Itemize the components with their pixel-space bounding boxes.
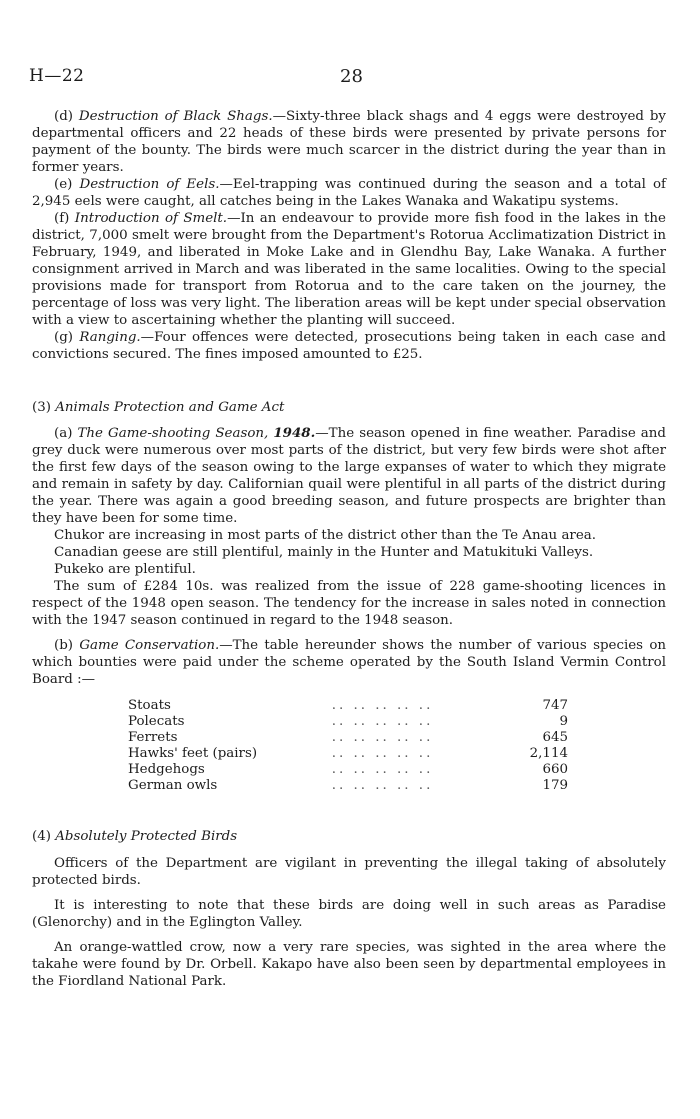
species-cell: Stoats <box>128 698 171 713</box>
item-label: (a) <box>54 426 73 441</box>
item-heading: Destruction of Black Shags. <box>78 109 273 124</box>
item-heading: The Game-shooting Season, <box>77 426 269 441</box>
dot-leader: .. .. .. .. .. <box>331 730 434 745</box>
paragraph-introduction-smelt <box>32 210 666 329</box>
paragraph-canadian-geese: Canadian geese are still plentiful, mainly in the Hunter and Matukituki Valleys. <box>54 545 594 560</box>
table-row <box>128 746 568 762</box>
item-label: (f) <box>54 211 70 226</box>
item-label: (b) <box>54 638 74 653</box>
section-heading-game-act <box>32 399 666 416</box>
table-row <box>128 714 568 730</box>
section-title: Absolutely Protected Birds <box>55 829 238 844</box>
species-cell: Hawks' feet (pairs) <box>128 746 258 761</box>
item-heading-year: 1948. <box>273 425 316 441</box>
dot-leader: .. .. .. .. .. <box>331 778 434 793</box>
item-text: —In an endeavour to provide more fish food in the lakes in the district, 7,000 smelt were brought from the Department's Rotorua Acclimatization District in February, 1949, and liberated in Moke Lake and in Glendhu Bay, Lake Wanaka. A further consignment arrived in March and was liberated in the same localities. Owing to the special provisions made for transport from Rotorua and to the care taken on the journey, the percentage of loss was very light. The liberation areas will be kept under special observation with a view to ascertaining whether the planting will succeed. <box>32 211 666 328</box>
section-title: Animals Protection and Game Act <box>55 400 285 415</box>
page-number: 28 <box>340 66 363 87</box>
item-text: —Eel-trapping was continued during the season and a total of 2,945 eels were caught, all catches being in the Lakes Wanaka and Wakatipu systems. <box>32 177 666 209</box>
paragraph-ranging <box>32 329 666 363</box>
species-cell: Polecats <box>128 714 185 729</box>
item-heading: Game Conservation. <box>79 638 220 653</box>
paragraph-orange-wattled-crow: An orange-wattled crow, now a very rare species, was sighted in the area where the takahe were found by Dr. Orbell. Kakapo have also been seen by departmental employees in the Fiordland National Park. <box>32 940 666 989</box>
item-label: (d) <box>54 109 74 124</box>
count-cell: 645 <box>542 730 568 745</box>
section-number: (4) <box>32 829 51 844</box>
section-number: (3) <box>32 400 51 415</box>
species-cell: German owls <box>128 778 218 793</box>
dot-leader: .. .. .. .. .. <box>331 746 434 761</box>
item-label: (g) <box>54 330 74 345</box>
count-cell: 179 <box>542 778 568 793</box>
table-row <box>128 762 568 778</box>
paragraph-birds-doing-well: It is interesting to note that these birds are doing well in such areas as Paradise (Glenorchy) and in the Eglington Valley. <box>32 898 666 930</box>
page-body <box>32 108 666 990</box>
report-reference: H—22 <box>29 66 85 86</box>
count-cell: 660 <box>542 762 568 777</box>
table-row <box>128 778 568 794</box>
dot-leader: .. .. .. .. .. <box>331 714 434 729</box>
section-heading-protected-birds <box>32 828 666 845</box>
paragraph-game-shooting-season <box>32 425 666 527</box>
item-heading: Introduction of Smelt. <box>74 211 228 226</box>
table-row <box>128 698 568 714</box>
item-text: —Sixty-three black shags and 4 eggs were destroyed by departmental officers and 22 heads of these birds were presented by private persons for payment of the bounty. The birds were much scarcer in the district during the year than in former years. <box>32 109 666 175</box>
item-text: —The table hereunder shows the number of various species on which bounties were paid under the scheme operated by the South Island Vermin Control Board :— <box>32 638 666 687</box>
species-cell: Ferrets <box>128 730 178 745</box>
paragraph-licence-sales: The sum of £284 10s. was realized from the issue of 228 game-shooting licences in respect of the 1948 open season. The tendency for the increase in sales noted in connection with the 1947 season continued in regard to the 1948 season. <box>32 579 666 628</box>
paragraph-officers-vigilant: Officers of the Department are vigilant in preventing the illegal taking of absolutely protected birds. <box>32 856 666 888</box>
item-heading: Ranging. <box>79 330 141 345</box>
count-cell: 2,114 <box>529 746 568 761</box>
count-cell: 9 <box>559 714 568 729</box>
paragraph-game-conservation <box>32 637 666 688</box>
item-label: (e) <box>54 177 73 192</box>
count-cell: 747 <box>542 698 568 713</box>
table-row <box>128 730 568 746</box>
item-text: —The season opened in fine weather. Paradise and grey duck were numerous over most parts of the district, but very few birds were shot after the first few days of the season owing to the large expanses of water to which they migrate and remain in safety by day. Californian quail were plentiful in all parts of the district during the year. There was again a good breeding season, and future prospects are brighter than they have been for some time. <box>32 426 666 526</box>
paragraph-destruction-eels <box>32 176 666 210</box>
paragraph-chukor: Chukor are increasing in most parts of the district other than the Te Anau area. <box>54 528 596 543</box>
dot-leader: .. .. .. .. .. <box>331 762 434 777</box>
dot-leader: .. .. .. .. .. <box>331 698 434 713</box>
species-cell: Hedgehogs <box>128 762 205 777</box>
paragraph-destruction-shags <box>32 108 666 176</box>
paragraph-pukeko: Pukeko are plentiful. <box>54 562 196 577</box>
item-text: —Four offences were detected, prosecutions being taken in each case and convictions secured. The fines imposed amounted to £25. <box>32 330 666 362</box>
item-heading: Destruction of Eels. <box>79 177 220 192</box>
bounty-table <box>128 698 568 794</box>
